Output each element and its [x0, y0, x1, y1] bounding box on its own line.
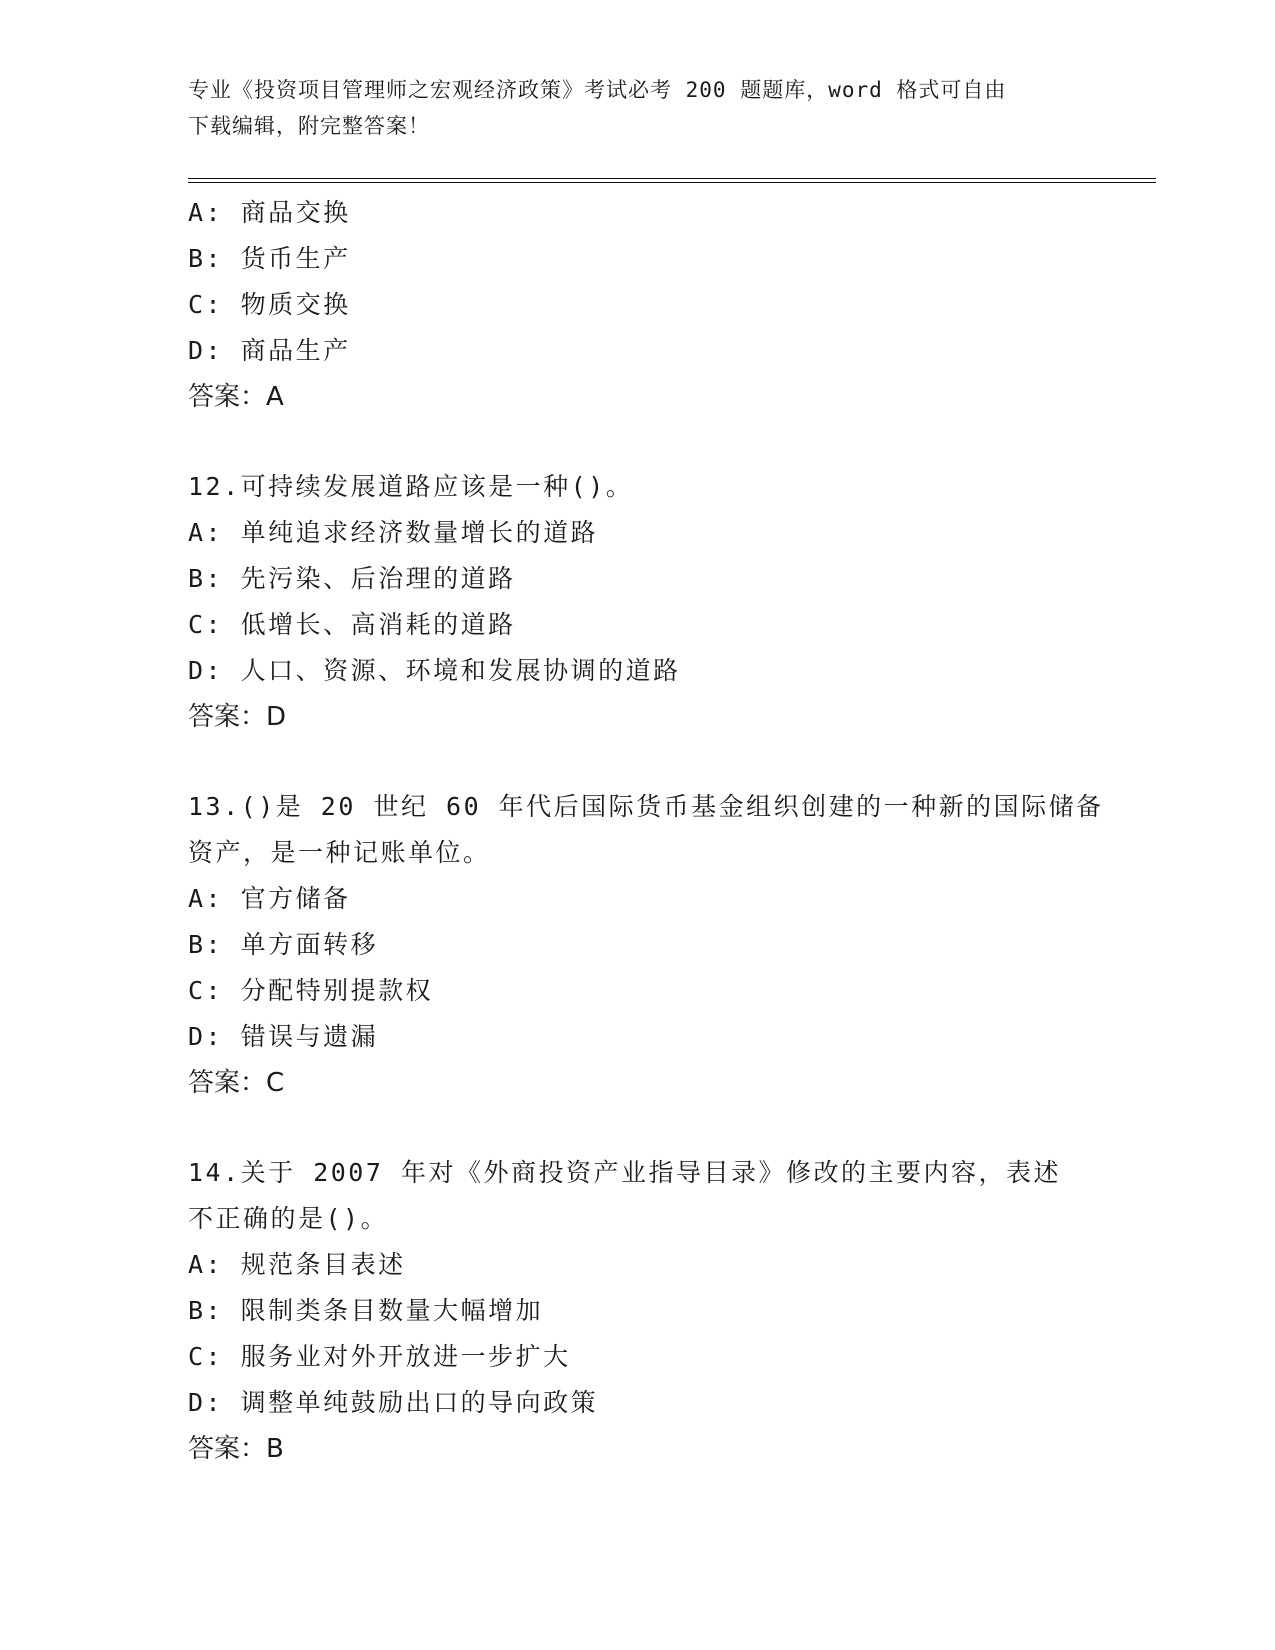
question-list — [188, 190, 1104, 1472]
question-11 — [188, 190, 1088, 420]
option-a: A: 商品交换 — [188, 198, 351, 227]
header-line-2: 下载编辑，附完整答案！ — [188, 114, 430, 138]
answer-line: 答案：C — [188, 1068, 285, 1098]
spacer — [188, 420, 1088, 464]
option-b: B: 限制类条目数量大幅增加 — [188, 1296, 544, 1325]
option-c: C: 物质交换 — [188, 290, 351, 319]
spacer — [188, 1106, 1088, 1150]
header-line-1: 专业《投资项目管理师之宏观经济政策》考试必考 200 题题库，word 格式可自由 — [188, 78, 1007, 102]
question-stem-line-1: 13.()是 20 世纪 60 年代后国际货币基金组织创建的一种新的国际储备 — [188, 792, 1104, 821]
option-b: B: 先污染、后治理的道路 — [188, 564, 516, 593]
question-stem: 12.可持续发展道路应该是一种()。 — [188, 472, 634, 501]
option-d: D: 商品生产 — [188, 336, 351, 365]
option-a: A: 规范条目表述 — [188, 1250, 406, 1279]
option-c: C: 低增长、高消耗的道路 — [188, 610, 516, 639]
option-b: B: 单方面转移 — [188, 930, 379, 959]
question-stem-line-1: 14.关于 2007 年对《外商投资产业指导目录》修改的主要内容，表述 — [188, 1158, 1061, 1187]
question-14 — [188, 1150, 1088, 1472]
header-rule-bottom — [188, 182, 1156, 183]
spacer — [188, 740, 1088, 784]
question-13 — [188, 784, 1104, 1106]
document-header — [188, 72, 1088, 144]
question-stem-line-2: 资产，是一种记账单位。 — [188, 838, 491, 867]
answer-line: 答案：A — [188, 382, 284, 412]
option-d: D: 调整单纯鼓励出口的导向政策 — [188, 1388, 599, 1417]
question-12 — [188, 464, 1088, 740]
question-stem-line-2: 不正确的是()。 — [188, 1204, 389, 1233]
answer-line: 答案：B — [188, 1434, 284, 1464]
option-c: C: 分配特别提款权 — [188, 976, 434, 1005]
option-d: D: 人口、资源、环境和发展协调的道路 — [188, 656, 681, 685]
option-a: A: 单纯追求经济数量增长的道路 — [188, 518, 599, 547]
option-a: A: 官方储备 — [188, 884, 351, 913]
option-b: B: 货币生产 — [188, 244, 351, 273]
option-d: D: 错误与遗漏 — [188, 1022, 379, 1051]
header-rule-top — [188, 178, 1156, 179]
answer-line: 答案：D — [188, 702, 287, 732]
option-c: C: 服务业对外开放进一步扩大 — [188, 1342, 571, 1371]
